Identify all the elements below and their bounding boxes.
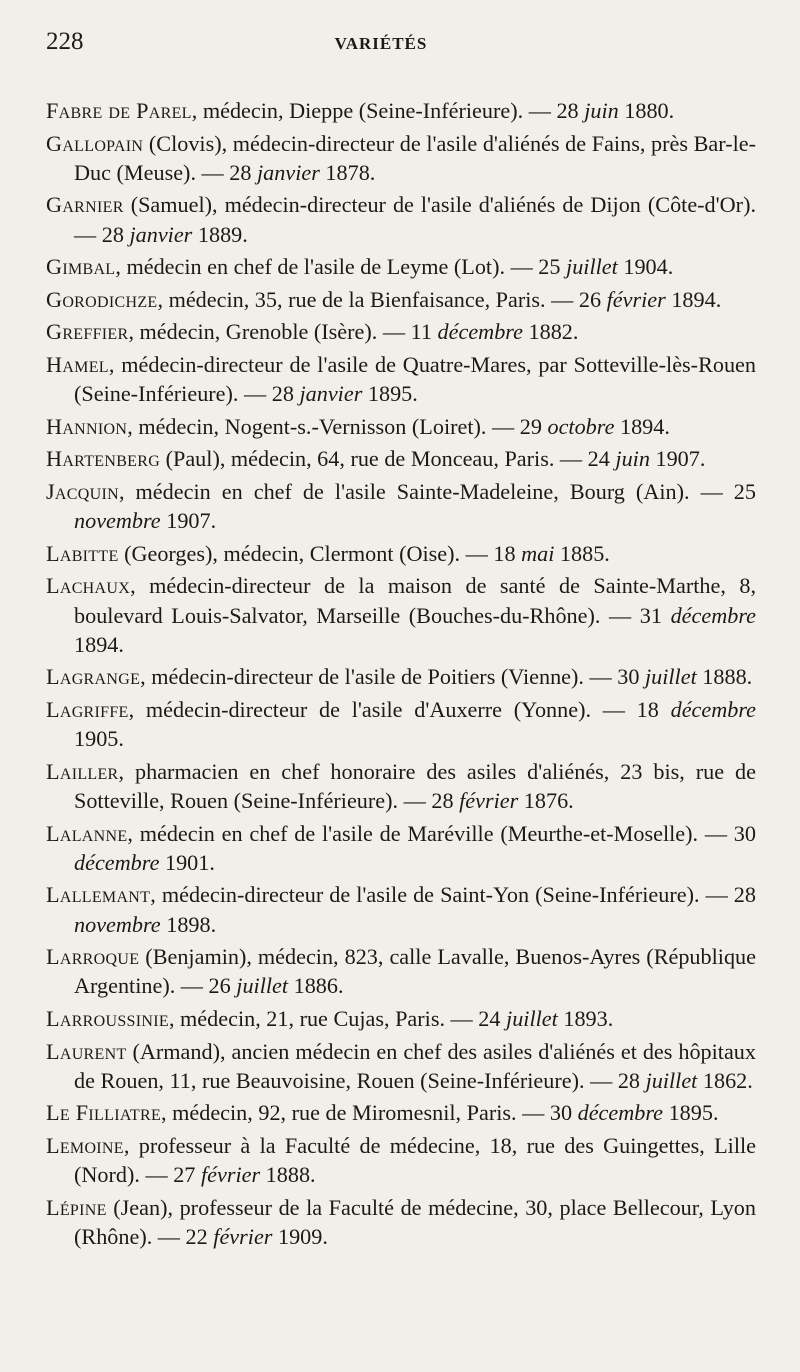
entry-name: Lachaux: [46, 573, 131, 599]
entry-name: Lagriffe: [46, 696, 129, 722]
entry-month: juin: [584, 98, 619, 123]
entry-name: Labitte: [46, 540, 119, 566]
entry-name: Garnier: [46, 192, 124, 218]
entry-text: , médecin en chef de l'asile Sainte-Madeleine, Bourg (Ain). — 25: [118, 478, 756, 504]
running-head: VARIÉTÉS: [334, 34, 428, 53]
entry-text: , médecin-directeur de l'asile de Poitiers (Vienne). — 30: [140, 664, 640, 690]
entry-name: Larroussinie: [46, 1005, 169, 1031]
list-item: [46, 190, 756, 248]
entry-text: , médecin, Dieppe (Seine-Inférieure). — 28: [191, 98, 579, 123]
entry-year: 1886.: [293, 973, 344, 999]
list-item: [46, 662, 756, 691]
entry-text: (Georges), médecin, Clermont (Oise). — 18: [118, 540, 516, 566]
entry-month: mai: [521, 540, 555, 566]
entry-year: 1893.: [563, 1005, 614, 1031]
list-item: [46, 477, 756, 535]
entry-year: 1901.: [164, 849, 215, 875]
entry-month: décembre: [670, 696, 757, 722]
list-item: [46, 96, 756, 125]
list-item: [46, 757, 756, 815]
list-item: [46, 1131, 756, 1189]
entry-year: 1907.: [655, 446, 706, 472]
entry-year: 1895.: [367, 381, 418, 407]
list-item: [46, 819, 756, 877]
entry-name: Hartenberg: [46, 446, 161, 472]
list-item: [46, 1004, 756, 1033]
list-item: [46, 252, 756, 281]
entry-year: 1894.: [671, 286, 722, 312]
entry-year: 1895.: [668, 1100, 719, 1126]
page-header: [46, 28, 756, 62]
entry-name: Lalanne: [46, 820, 128, 846]
entry-year: 1894.: [74, 631, 124, 657]
entry-month: janvier: [129, 221, 193, 247]
entry-text: , médecin, 35, rue de la Bienfaisance, Paris. — 26: [157, 286, 602, 312]
list-item: [46, 285, 756, 314]
list-item: [46, 942, 756, 1000]
entry-name: Jacquin: [46, 478, 119, 504]
entry-month: décembre: [577, 1100, 664, 1126]
entry-name: Fabre de Parel: [46, 98, 192, 123]
entry-month: novembre: [74, 508, 161, 534]
entry-text: , médecin, 21, rue Cujas, Paris. — 24: [168, 1005, 501, 1031]
list-item: [46, 412, 756, 441]
entry-year: 1898.: [166, 911, 217, 937]
entry-year: 1878.: [325, 159, 376, 185]
entry-month: juillet: [644, 664, 697, 690]
list-item: [46, 317, 756, 346]
list-item: [46, 1037, 756, 1095]
entry-name: Gallopain: [46, 130, 144, 156]
entry-text: , médecin-directeur de l'asile de Saint-Yon (Seine-Inférieure). — 28: [150, 882, 756, 908]
entry-name: Le Filliatre: [46, 1100, 162, 1126]
list-item: [46, 539, 756, 568]
page-number: 228: [46, 28, 84, 55]
list-item: [46, 695, 756, 753]
entry-text: , pharmacien en chef honoraire des asiles d'aliénés, 23 bis, rue de Sotteville, Rouen (Seine-Inférieure). — 28: [74, 758, 756, 813]
entry-year: 1909.: [277, 1223, 328, 1249]
entry-month: février: [459, 787, 519, 813]
entry-month: décembre: [74, 849, 160, 875]
entry-month: juillet: [236, 973, 289, 999]
entry-text: , médecin-directeur de l'asile d'Auxerre (Yonne). — 18: [128, 696, 659, 722]
entry-month: novembre: [74, 911, 161, 937]
entry-year: 1876.: [523, 787, 574, 813]
entry-text: , médecin-directeur de la maison de santé de Sainte-Marthe, 8, boulevard Louis-Salvator, Marseille (Bouches-du-Rhône). — 31: [74, 573, 756, 628]
entry-year: 1904.: [623, 254, 674, 280]
entry-year: 1888.: [702, 664, 753, 690]
entry-name: Lailler: [46, 758, 119, 784]
entry-month: juillet: [566, 254, 618, 280]
entry-name: Gimbal: [46, 254, 116, 280]
list-item: [46, 880, 756, 938]
entry-text: , médecin, Grenoble (Isère). — 11: [128, 319, 432, 345]
entry-month: juillet: [506, 1005, 558, 1031]
entry-text: , médecin en chef de l'asile de Maréville (Meurthe-et-Moselle). — 30: [127, 820, 756, 846]
entry-year: 1885.: [559, 540, 610, 566]
entry-text: , médecin-directeur de l'asile de Quatre-Mares, par Sotteville-lès-Rouen (Seine-Inférieure). — 28: [74, 351, 756, 407]
entry-text: (Jean), professeur de la Faculté de médecine, 30, place Bellecour, Lyon (Rhône). — 22: [74, 1194, 756, 1249]
list-item: [46, 129, 756, 187]
entry-month: décembre: [670, 602, 756, 628]
entry-text: (Paul), médecin, 64, rue de Monceau, Paris. — 24: [160, 446, 610, 472]
entry-month: juin: [615, 446, 650, 472]
entry-name: Laurent: [46, 1038, 127, 1064]
entry-year: 1862.: [702, 1067, 753, 1093]
entry-name: Lallemant: [46, 882, 151, 908]
list-item: [46, 1098, 756, 1127]
entry-month: février: [606, 286, 666, 312]
entry-name: Hannion: [46, 413, 128, 439]
entry-month: janvier: [299, 381, 363, 407]
entry-year: 1894.: [619, 413, 670, 439]
entry-year: 1905.: [74, 726, 124, 752]
entry-name: Gorodichze: [46, 286, 158, 312]
entry-text: , médecin, 92, rue de Miromesnil, Paris. — 30: [161, 1100, 573, 1126]
entry-name: Hamel: [46, 351, 109, 377]
list-item: [46, 1193, 756, 1251]
entry-month: février: [213, 1223, 273, 1249]
entry-name: Lagrange: [46, 664, 141, 690]
list-item: [46, 571, 756, 659]
list-item: [46, 350, 756, 408]
entry-month: février: [200, 1162, 261, 1188]
entry-list: [46, 96, 756, 1251]
entry-text: (Samuel), médecin-directeur de l'asile d'aliénés de Dijon (Côte-d'Or). — 28: [74, 192, 756, 247]
entry-name: Larroque: [46, 944, 140, 970]
entry-text: , médecin, Nogent-s.-Vernisson (Loiret). — 29: [127, 413, 542, 439]
entry-text: , professeur à la Faculté de médecine, 18, rue des Guingettes, Lille (Nord). — 27: [74, 1132, 756, 1188]
entry-year: 1888.: [265, 1162, 316, 1188]
entry-name: Lépine: [46, 1194, 107, 1220]
entry-year: 1907.: [166, 508, 217, 534]
entry-month: octobre: [547, 413, 615, 439]
entry-text: (Armand), ancien médecin en chef des asiles d'aliénés et des hôpitaux de Rouen, 11, rue Beauvoisine, Rouen (Seine-Inférieure). — 28: [74, 1038, 756, 1093]
entry-year: 1880.: [624, 98, 675, 123]
entry-name: Lemoine: [46, 1132, 124, 1158]
entry-text: , médecin en chef de l'asile de Leyme (Lot). — 25: [115, 254, 561, 280]
entry-year: 1889.: [197, 221, 248, 247]
entry-text: (Benjamin), médecin, 823, calle Lavalle, Buenos-Ayres (République Argentine). — 26: [74, 944, 756, 999]
entry-text: (Clovis), médecin-directeur de l'asile d'aliénés de Fains, près Bar-le-Duc (Meuse). — 28: [74, 130, 756, 185]
entry-name: Greffier: [46, 319, 129, 345]
list-item: [46, 444, 756, 473]
entry-year: 1882.: [528, 319, 579, 345]
entry-month: janvier: [257, 159, 320, 185]
entry-month: décembre: [437, 319, 523, 345]
entry-month: juillet: [645, 1067, 698, 1093]
